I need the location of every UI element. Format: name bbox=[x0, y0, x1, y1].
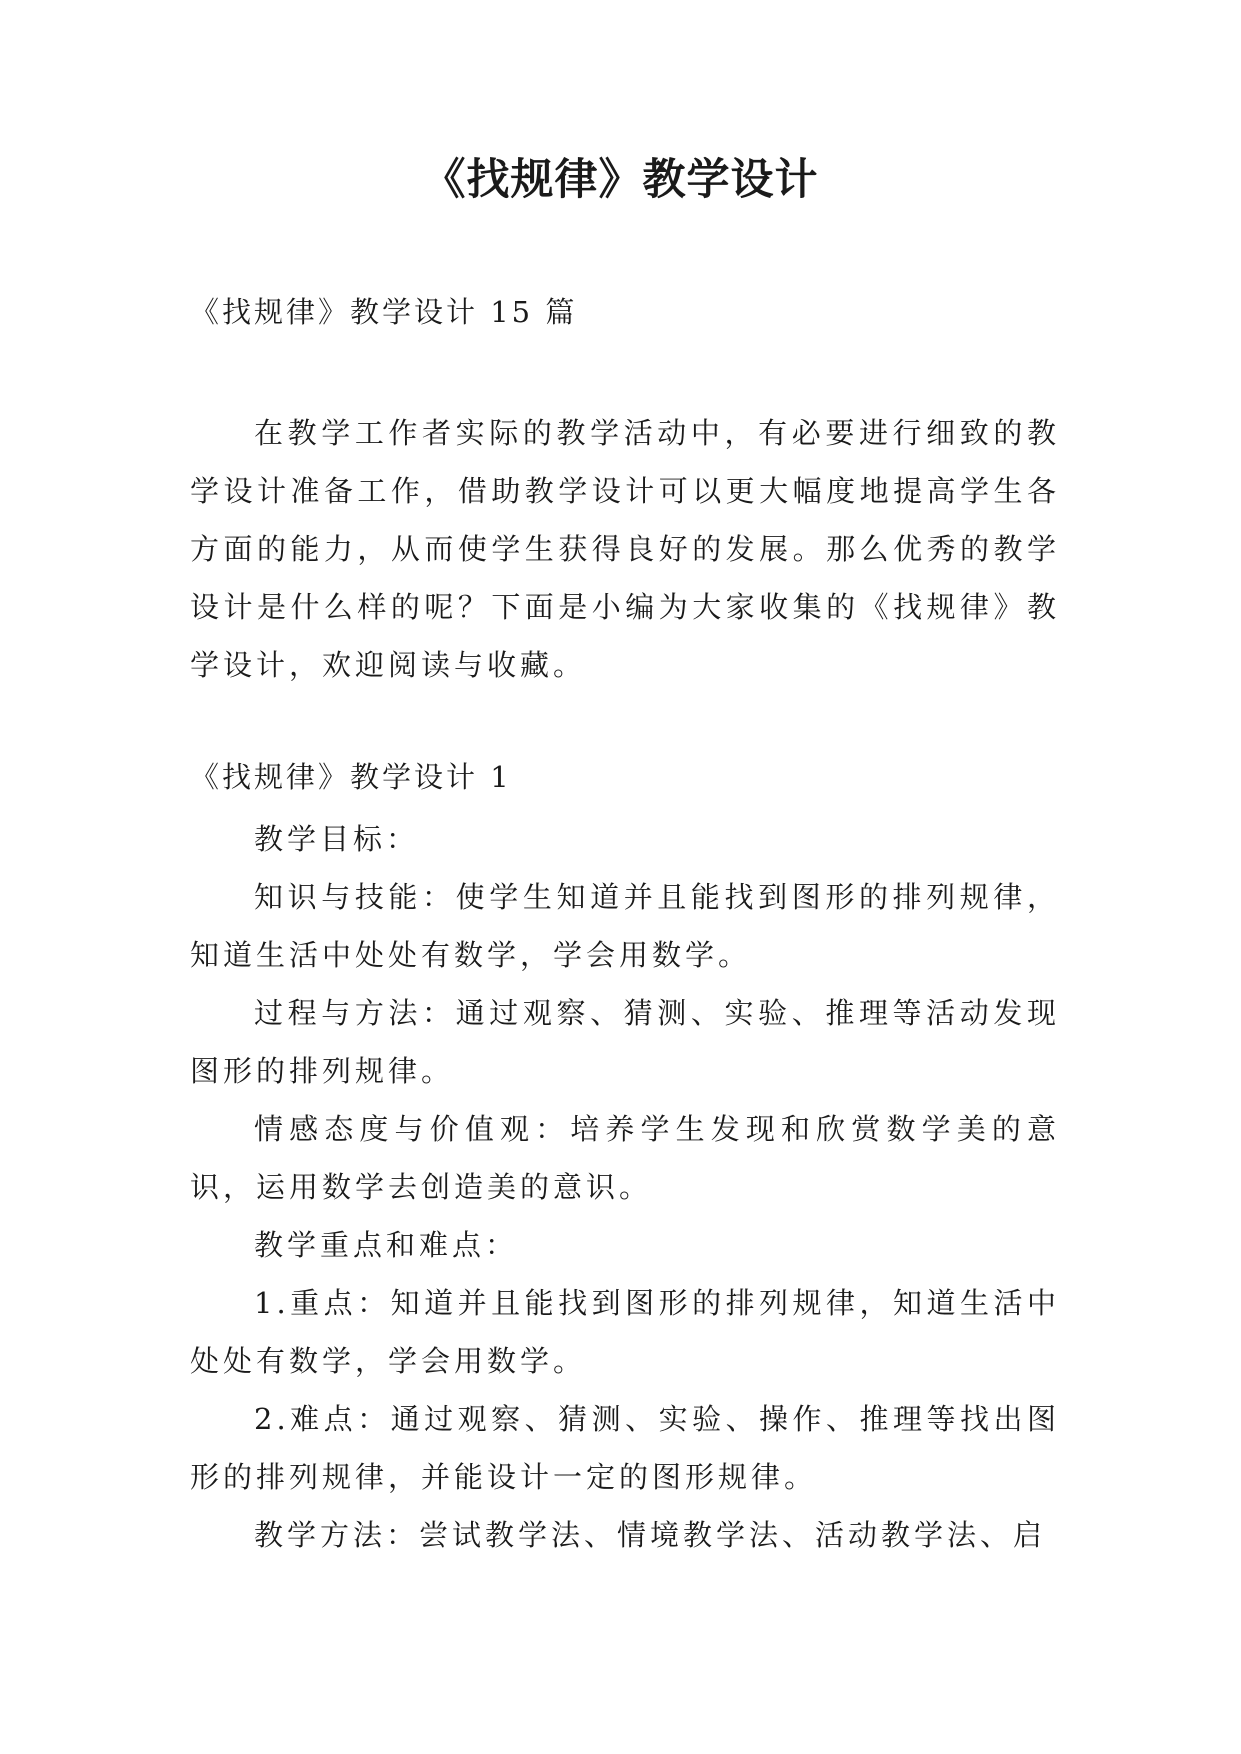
paragraph-objectives-heading: 教学目标： bbox=[254, 822, 420, 856]
section-heading-1: 《找规律》教学设计 1 bbox=[190, 760, 512, 794]
paragraph-knowledge-skills: 知识与技能：使学生知道并且能找到图形的排列规律，知道生活中处处有数学，学会用数学。 bbox=[190, 880, 1060, 972]
paragraph-process-methods: 过程与方法：通过观察、猜测、实验、推理等活动发现图形的排列规律。 bbox=[190, 996, 1060, 1088]
intro-paragraph: 在教学工作者实际的教学活动中，有必要进行细致的教学设计准备工作，借助教学设计可以更大幅度地提高学生各方面的能力，从而使学生获得良好的发展。那么优秀的教学设计是什么样的呢？下面是小编为大家收集的《找规律》教学设计，欢迎阅读与收藏。 bbox=[190, 416, 1060, 682]
paragraph-key-point: 1.重点：知道并且能找到图形的排列规律，知道生活中处处有数学，学会用数学。 bbox=[190, 1286, 1060, 1378]
paragraph-teaching-methods: 教学方法：尝试教学法、情境教学法、活动教学法、启 bbox=[254, 1518, 1047, 1552]
paragraph-attitude-values: 情感态度与价值观：培养学生发现和欣赏数学美的意识，运用数学去创造美的意识。 bbox=[190, 1112, 1060, 1204]
paragraph-key-points-heading: 教学重点和难点： bbox=[254, 1228, 519, 1262]
paragraph-difficult-point: 2.难点：通过观察、猜测、实验、操作、推理等找出图形的排列规律，并能设计一定的图形规律。 bbox=[190, 1402, 1060, 1494]
document-subtitle: 《找规律》教学设计 15 篇 bbox=[190, 295, 578, 329]
document-title: 《找规律》教学设计 bbox=[422, 155, 819, 205]
section-1-content bbox=[190, 810, 1060, 1564]
